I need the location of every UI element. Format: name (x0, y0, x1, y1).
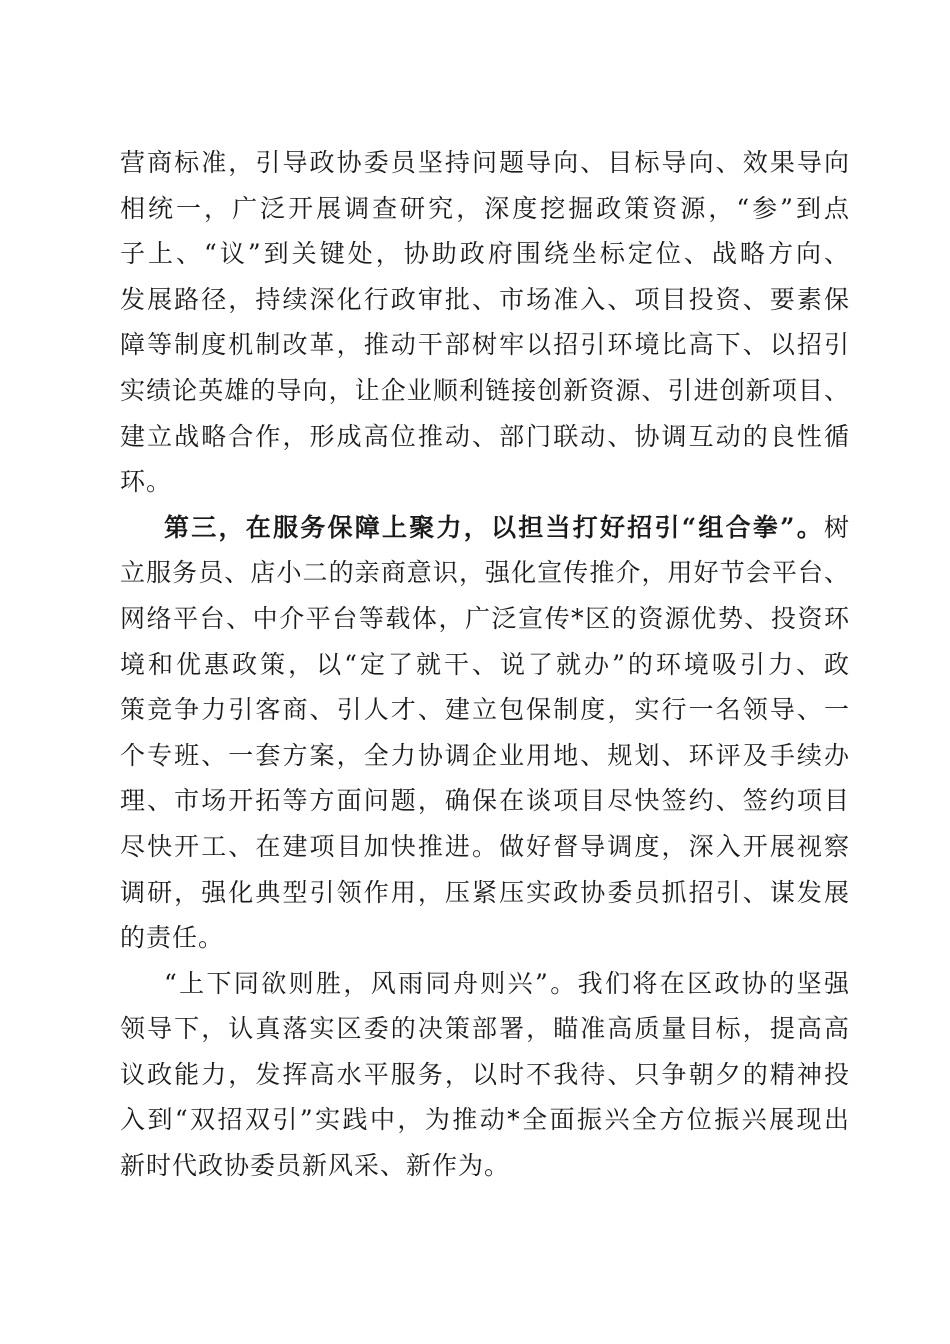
text-line: 障等制度机制改革，推动干部树牢以招引环境比高下、以招引 (120, 330, 850, 360)
text-line: 调研，强化典型引领作用，压紧压实政协委员抓招引、谋发展 (120, 877, 850, 907)
text-line: 境和优惠政策，以“定了就干、说了就办”的环境吸引力、政 (120, 649, 850, 679)
text-line: 环。 (120, 467, 173, 497)
text-line: 入到“双招双引”实践中，为推动*全面振兴全方位振兴展现出 (120, 1105, 850, 1135)
text-line: 建立战略合作，形成高位推动、部门联动、协调互动的良性循 (120, 421, 850, 451)
text-line: 实绩论英雄的导向，让企业顺利链接创新资源、引进创新项目、 (120, 375, 850, 405)
text-line: 个专班、一套方案，全力协调企业用地、规划、环评及手续办 (120, 740, 850, 770)
text-line: 子上、“议”到关键处，协助政府围绕坐标定位、战略方向、 (120, 239, 850, 269)
paragraph-3 (120, 961, 850, 1189)
paragraph-1 (120, 140, 850, 505)
text-line: 新时代政协委员新风采、新作为。 (120, 1151, 511, 1181)
text-line: 尽快开工、在建项目加快推进。做好督导调度，深入开展视察 (120, 831, 850, 861)
text-line: 议政能力，发挥高水平服务，以时不我待、只争朝夕的精神投 (120, 1059, 850, 1089)
document-body (120, 140, 850, 1189)
text-line: 策竞争力引客商、引人才、建立包保制度，实行一名领导、一 (120, 695, 850, 725)
text-line: 领导下，认真落实区委的决策部署，瞄准高质量目标，提高高 (120, 1014, 850, 1044)
text-line: 相统一，广泛开展调查研究，深度挖掘政策资源，“参”到点 (120, 193, 850, 223)
text-line: “上下同欲则胜，风雨同舟则兴”。我们将在区政协的坚强 (164, 968, 850, 998)
paragraph-2 (120, 505, 850, 961)
text-line: 的责任。 (120, 923, 225, 953)
text-line: 理、市场开拓等方面问题，确保在谈项目尽快签约、签约项目 (120, 786, 850, 816)
text-line: 网络平台、中介平台等载体，广泛宣传*区的资源优势、投资环 (120, 603, 850, 633)
text-line (120, 505, 850, 551)
text-line: 营商标准，引导政协委员坚持问题导向、目标导向、效果导向 (120, 148, 850, 177)
section-heading: 第三，在服务保障上聚力，以担当打好招引“组合拳”。 (164, 512, 824, 542)
text-line: 发展路径，持续深化行政审批、市场准入、项目投资、要素保 (120, 284, 850, 314)
heading-line-rest: 树 (823, 512, 850, 542)
text-line: 立服务员、店小二的亲商意识，强化宣传推介，用好节会平台、 (120, 558, 850, 588)
